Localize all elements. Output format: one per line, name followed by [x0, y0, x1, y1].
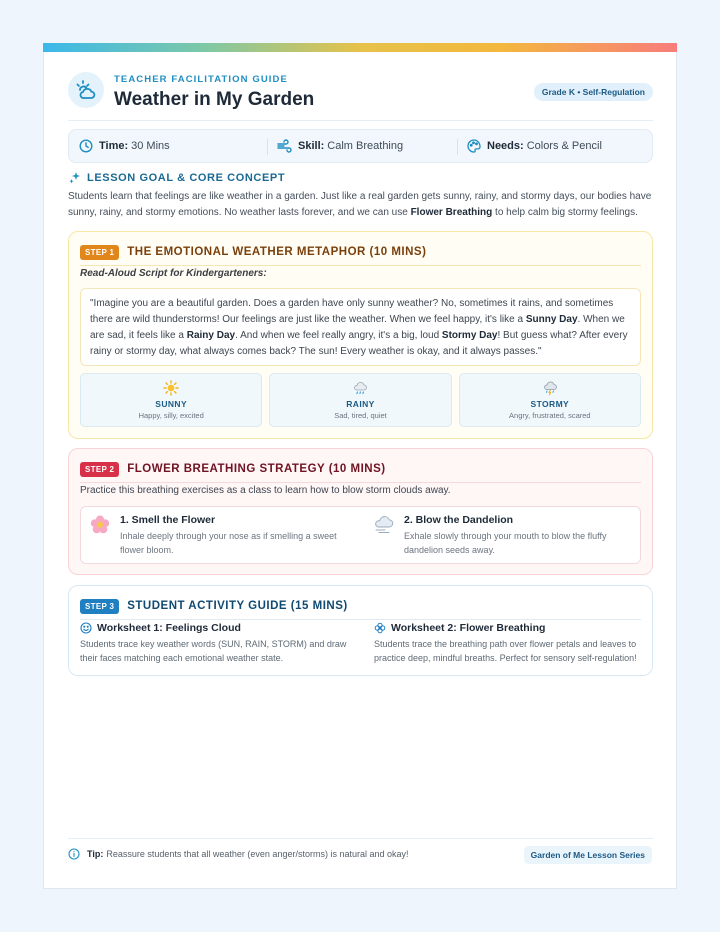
script-bold: Stormy Day	[441, 330, 498, 341]
step1-divider	[80, 265, 641, 266]
concept-text	[68, 189, 658, 221]
worksheet-title: Worksheet 1: Feelings Cloud	[97, 622, 241, 634]
step1-badge: STEP 1	[80, 245, 119, 260]
worksheet-desc: Students trace the breathing path over flower petals and leaves to practice deep, mindful breaths. Perfect for sensory self-regulation!	[374, 639, 637, 663]
sparkle-icon	[68, 171, 82, 185]
weather-name: SUNNY	[155, 399, 188, 409]
clock-icon	[79, 139, 93, 153]
concept-text-1: Students learn that feelings are like weather in a garden. Just like a real garden gets sunny, rainy, and stormy days, our bodies have sunny, rainy, and stormy emotions. No weather lasts forever, and we can use	[68, 191, 652, 218]
step1-card	[68, 231, 653, 439]
step2-title: FLOWER BREATHING STRATEGY (10 MINS)	[127, 463, 386, 475]
concept-heading	[68, 171, 285, 185]
weather-desc: Happy, silly, excited	[138, 411, 204, 420]
weather-card-sunny	[80, 373, 262, 427]
script-label: Read-Aloud Script for Kindergarteners:	[80, 268, 267, 279]
breathing-intro: Practice this breathing exercises as a class to learn how to blow storm clouds away.	[80, 485, 451, 496]
flower-outline-icon	[374, 622, 386, 634]
weather-card-rainy	[269, 373, 451, 427]
grade-badge: Grade K • Self-Regulation	[534, 83, 653, 101]
rain-cloud-icon	[352, 380, 368, 396]
breathing-steps	[80, 506, 641, 564]
info-skill-label: Skill:	[298, 140, 325, 152]
info-needs	[467, 130, 602, 162]
sun-cloud-icon	[68, 72, 104, 108]
info-bar	[68, 129, 653, 163]
step1-header	[80, 242, 641, 262]
info-needs-label: Needs:	[487, 140, 524, 152]
concept-text-bold: Flower Breathing	[410, 207, 493, 218]
step3-badge: STEP 3	[80, 599, 119, 614]
step3-divider	[80, 619, 641, 620]
concept-text-2: to help calm big stormy feelings.	[492, 207, 638, 218]
info-time-value: 30 Mins	[131, 140, 170, 152]
top-gradient-bar	[43, 43, 677, 52]
palette-icon	[467, 139, 481, 153]
weather-name: STORMY	[530, 399, 570, 409]
read-aloud-script	[80, 288, 641, 366]
worksheet-desc: Students trace key weather words (SUN, RAIN, STORM) and draw their faces matching each emotional weather state.	[80, 639, 347, 663]
breathing-step-desc: Exhale slowly through your mouth to blow the fluffy dandelion seeds away.	[404, 531, 607, 555]
footer-tip	[68, 848, 409, 860]
breathing-step-desc: Inhale deeply through your nose as if smelling a sweet flower bloom.	[120, 531, 337, 555]
weather-name: RAINY	[346, 399, 375, 409]
concept-title: LESSON GOAL & CORE CONCEPT	[87, 172, 286, 184]
weather-types	[80, 373, 641, 427]
weather-card-stormy	[459, 373, 641, 427]
info-skill	[277, 130, 403, 162]
step2-header	[80, 459, 641, 479]
step1-title: THE EMOTIONAL WEATHER METAPHOR (10 MINS)	[127, 246, 427, 258]
info-time	[79, 130, 170, 162]
sun-icon	[163, 380, 179, 396]
breathing-step-title: 1. Smell the Flower	[120, 514, 216, 526]
script-text: . And when we feel really angry, it's a big, loud	[235, 330, 442, 341]
tip-label: Tip:	[87, 849, 104, 859]
info-divider	[457, 139, 458, 155]
worksheet-item	[374, 622, 646, 665]
smiley-icon	[80, 622, 92, 634]
script-bold: Sunny Day	[525, 314, 578, 325]
guide-eyebrow: TEACHER FACILITATION GUIDE	[114, 74, 288, 85]
flower-icon	[89, 514, 111, 536]
weather-desc: Angry, frustrated, scared	[509, 411, 591, 420]
page-title: Weather in My Garden	[114, 89, 315, 110]
step2-divider	[80, 482, 641, 483]
storm-cloud-icon	[542, 380, 558, 396]
info-skill-value: Calm Breathing	[327, 140, 404, 152]
info-needs-value: Colors & Pencil	[526, 140, 602, 152]
wind-icon	[277, 139, 292, 153]
step3-card	[68, 585, 653, 676]
footer-divider	[68, 838, 653, 839]
lesson-page	[43, 43, 677, 889]
script-text: "Imagine you are a beautiful garden. Does a garden have only sunny weather? No, sometimes it rains, and sometimes there are wild thunderstorms! Our feelings are just like the weather. When we feel happy, it's like a	[90, 298, 614, 325]
dandelion-icon	[373, 514, 395, 536]
script-bold: Rainy Day	[186, 330, 236, 341]
worksheet-title: Worksheet 2: Flower Breathing	[391, 622, 546, 634]
step3-header	[80, 596, 641, 616]
script-text: ! But guess what? After every rainy or stormy day, what always comes back? The sun! Every weather is okay, and it always passes."	[90, 330, 628, 357]
header-divider	[68, 120, 653, 121]
breathing-step-title: 2. Blow the Dandelion	[404, 514, 514, 526]
script-text: . When we are sad, it feels like a	[90, 314, 625, 341]
step3-title: STUDENT ACTIVITY GUIDE (15 MINS)	[127, 600, 348, 612]
info-divider	[267, 139, 268, 155]
tip-text: Reassure students that all weather (even anger/storms) is natural and okay!	[106, 849, 409, 859]
weather-desc: Sad, tired, quiet	[334, 411, 387, 420]
info-icon	[68, 848, 80, 860]
worksheet-item	[80, 622, 352, 665]
header	[68, 72, 653, 120]
step2-badge: STEP 2	[80, 462, 119, 477]
step2-card	[68, 448, 653, 575]
info-time-label: Time:	[99, 140, 129, 152]
series-badge: Garden of Me Lesson Series	[524, 846, 652, 864]
